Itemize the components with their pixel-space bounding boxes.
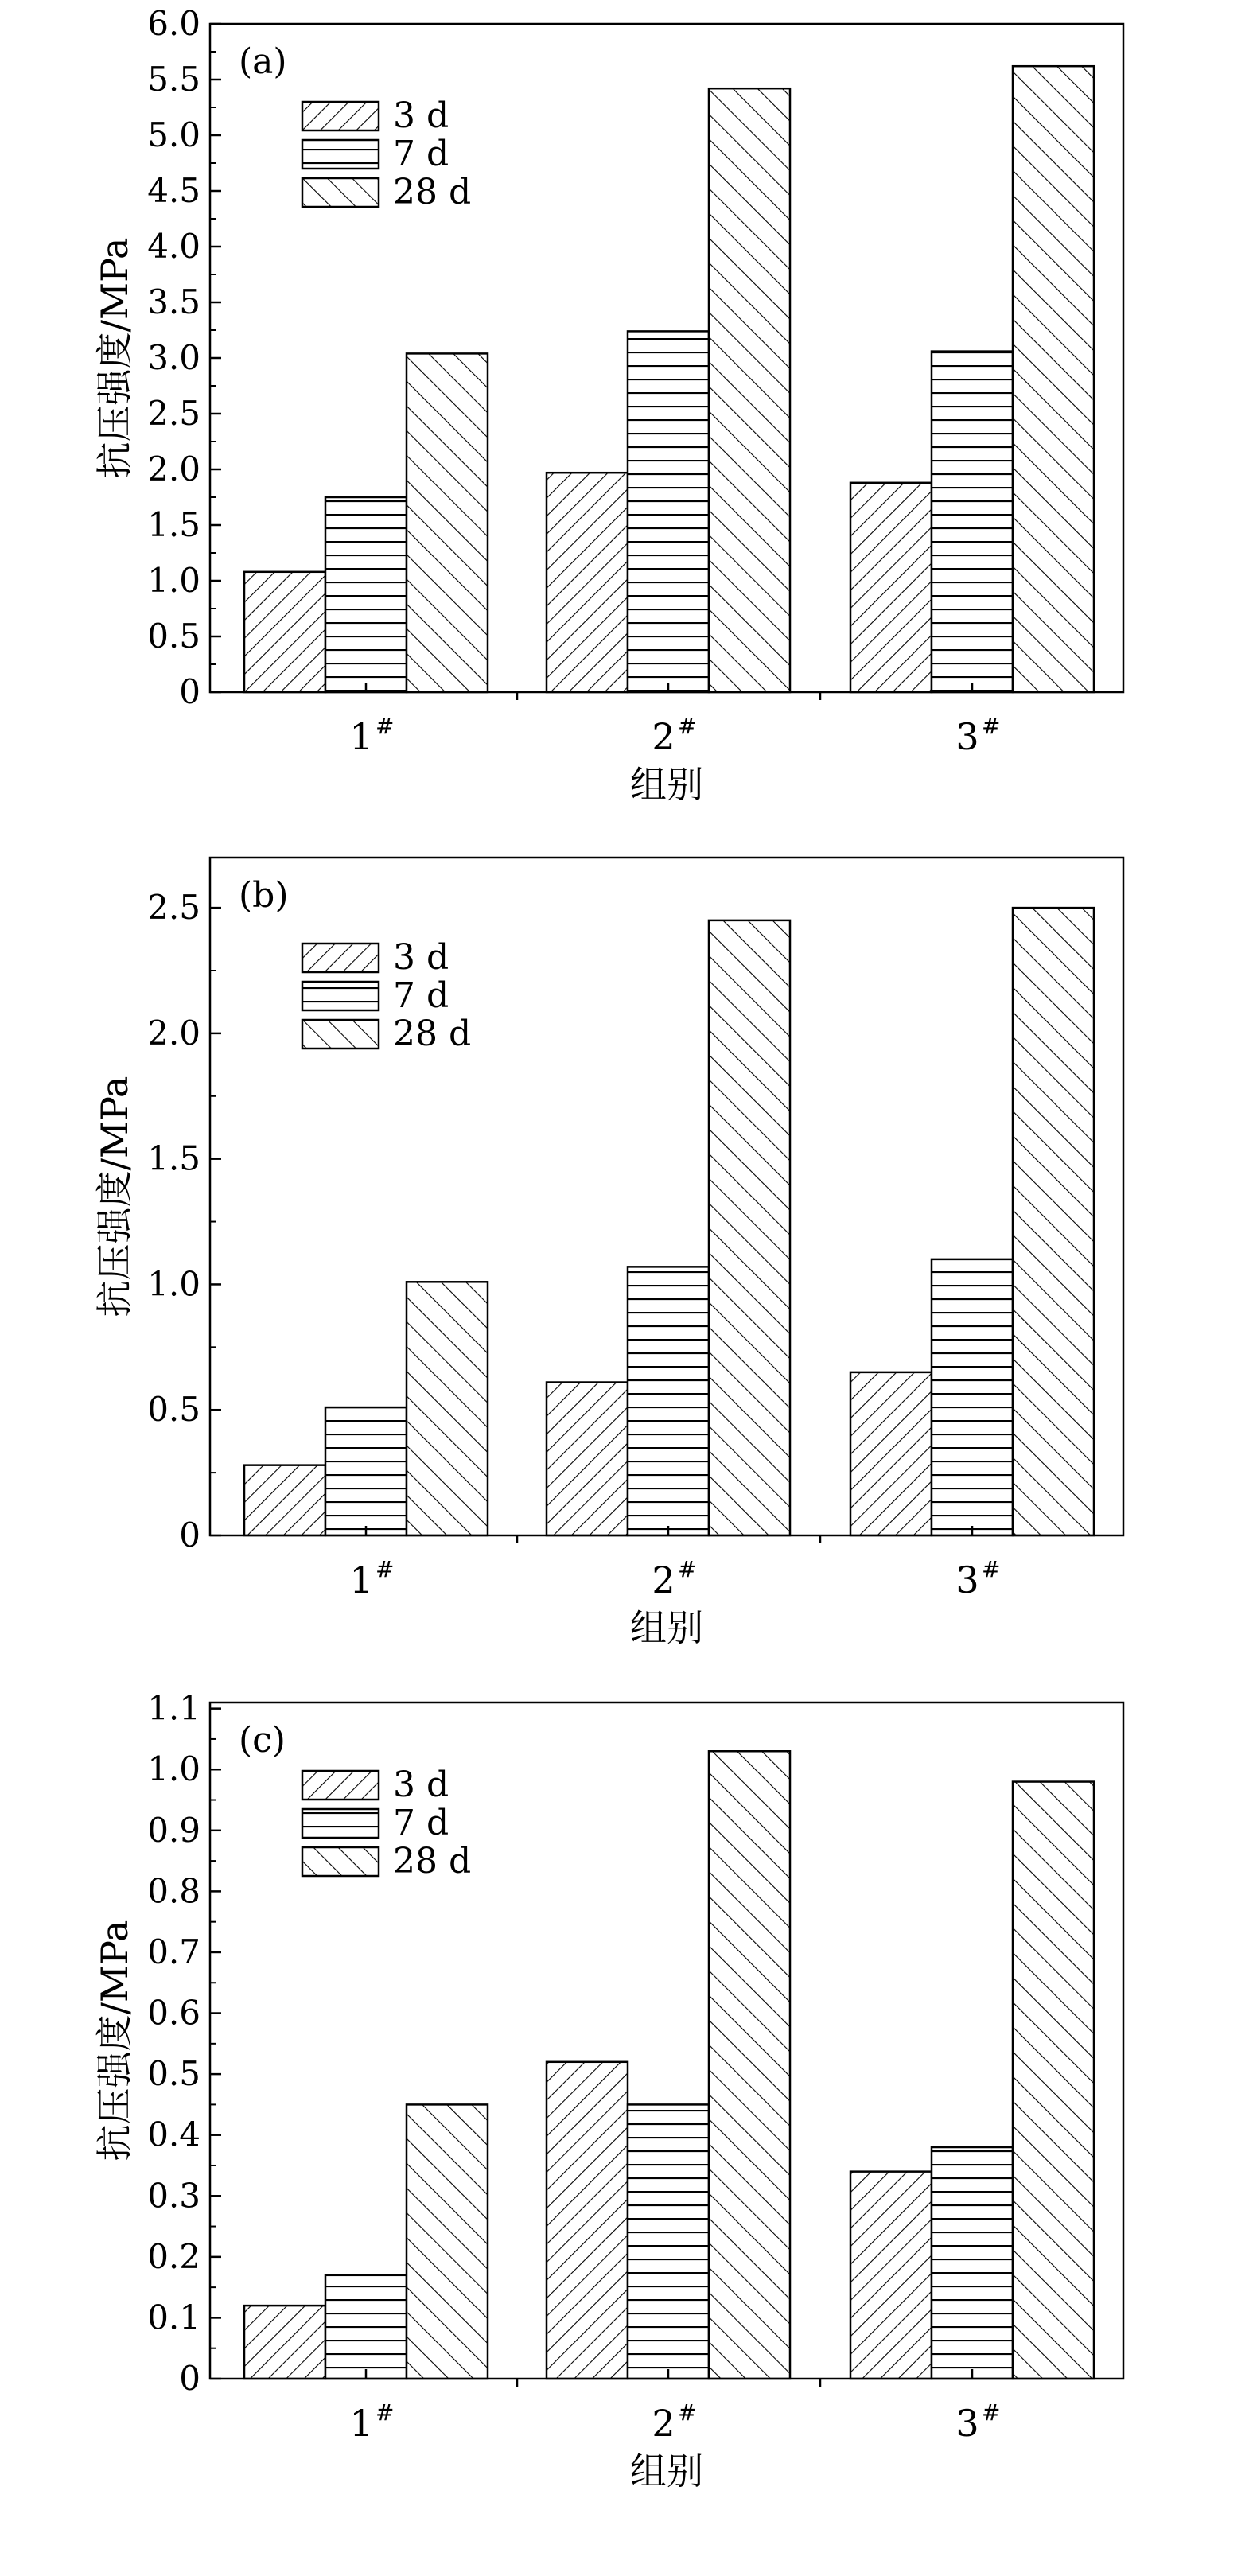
legend-swatch [302, 982, 379, 1010]
bar [628, 1267, 709, 1535]
y-tick-label: 0.5 [147, 2054, 200, 2094]
y-tick-label: 3.0 [147, 338, 200, 377]
y-tick-label: 4.5 [147, 171, 200, 210]
bar [547, 1383, 628, 1535]
y-axis-title: 抗压强度/MPa [93, 237, 136, 479]
panel-label: (c) [239, 1720, 286, 1761]
panel-label: (a) [239, 41, 287, 82]
legend-label: 3 d [393, 937, 449, 978]
legend-swatch [302, 1771, 379, 1800]
bar [407, 1282, 488, 1535]
bar [244, 2306, 325, 2379]
y-tick-label: 1.5 [147, 505, 200, 544]
y-tick-label: 0.7 [147, 1932, 200, 1971]
x-tick-marker: # [376, 2399, 395, 2426]
y-tick-label: 0.5 [147, 1390, 200, 1430]
bar [407, 353, 488, 692]
y-tick-label: 0.3 [147, 2176, 200, 2216]
bar [709, 920, 790, 1535]
legend-label: 3 d [393, 95, 449, 136]
y-tick-label: 0 [179, 1516, 200, 1555]
x-axis-title: 组别 [630, 1606, 703, 1649]
bar [244, 1465, 325, 1535]
bar [850, 2172, 932, 2379]
bar [244, 572, 325, 692]
bar [547, 2062, 628, 2379]
y-tick-label: 0.5 [147, 617, 200, 656]
legend-swatch [302, 1809, 379, 1838]
legend [302, 95, 471, 212]
y-axis-title: 抗压强度/MPa [93, 1920, 136, 2162]
chart-panel [93, 858, 1123, 1649]
legend-label: 7 d [393, 1803, 449, 1843]
legend-swatch [302, 178, 379, 207]
x-tick-marker: # [376, 713, 395, 739]
x-tick-marker: # [982, 713, 1001, 739]
chart-panel [93, 1689, 1123, 2492]
x-tick-marker: # [376, 1556, 395, 1582]
y-tick-label: 0.6 [147, 1993, 200, 2033]
legend [302, 1765, 471, 1881]
y-axis-title: 抗压强度/MPa [93, 1076, 136, 1317]
y-tick-label: 5.5 [147, 60, 200, 99]
bar [407, 2104, 488, 2379]
x-tick-label: 2 [652, 2402, 675, 2445]
legend-swatch [302, 1847, 379, 1876]
x-tick-label: 3 [955, 715, 979, 758]
x-tick-marker: # [982, 1556, 1001, 1582]
x-tick-label: 1 [349, 1558, 373, 1601]
bar [709, 88, 790, 692]
x-tick-marker: # [678, 713, 697, 739]
panel-label: (b) [239, 875, 289, 916]
y-tick-label: 1.5 [147, 1138, 200, 1178]
y-tick-label: 0.8 [147, 1871, 200, 1911]
bar [1013, 1782, 1094, 2379]
bar [932, 2147, 1013, 2379]
y-tick-label: 0.1 [147, 2298, 200, 2337]
x-axis-title: 组别 [630, 2450, 703, 2492]
x-tick-marker: # [678, 1556, 697, 1582]
y-tick-label: 1.0 [147, 561, 200, 600]
y-tick-label: 0.2 [147, 2236, 200, 2276]
y-tick-label: 0.4 [147, 2115, 200, 2154]
y-tick-label: 4.0 [147, 227, 200, 266]
x-axis-title: 组别 [630, 763, 703, 806]
y-tick-label: 2.0 [147, 1013, 200, 1053]
x-tick-label: 1 [349, 2402, 373, 2445]
bar [1013, 66, 1094, 692]
y-tick-label: 2.0 [147, 449, 200, 488]
bar [325, 2275, 407, 2379]
y-tick-label: 3.5 [147, 282, 200, 321]
legend-label: 28 d [393, 172, 472, 212]
bar [850, 483, 932, 692]
y-tick-label: 1.1 [147, 1688, 200, 1728]
bar [547, 473, 628, 692]
x-tick-label: 1 [349, 715, 373, 758]
x-tick-marker: # [678, 2399, 697, 2426]
bar [932, 352, 1013, 692]
x-tick-marker: # [982, 2399, 1001, 2426]
legend-label: 7 d [393, 975, 449, 1016]
y-tick-label: 2.5 [147, 888, 200, 928]
y-tick-label: 5.0 [147, 115, 200, 154]
bar [932, 1259, 1013, 1535]
bar [1013, 908, 1094, 1535]
x-tick-label: 2 [652, 1558, 675, 1601]
y-tick-label: 2.5 [147, 394, 200, 433]
chart-panel [93, 4, 1123, 806]
legend-swatch [302, 1020, 379, 1049]
bar [325, 497, 407, 692]
legend-label: 3 d [393, 1765, 449, 1805]
y-tick-label: 0 [179, 2359, 200, 2398]
legend-label: 28 d [393, 1014, 472, 1054]
bar [325, 1407, 407, 1535]
bar [628, 2104, 709, 2379]
y-tick-label: 0 [179, 672, 200, 711]
legend [302, 937, 471, 1054]
bar [850, 1372, 932, 1535]
y-tick-label: 0.9 [147, 1810, 200, 1850]
bar [709, 1751, 790, 2379]
legend-swatch [302, 944, 379, 972]
legend-swatch [302, 102, 379, 130]
bar [628, 331, 709, 692]
legend-label: 7 d [393, 134, 449, 174]
y-tick-label: 1.0 [147, 1749, 200, 1789]
x-tick-label: 3 [955, 1558, 979, 1601]
y-tick-label: 1.0 [147, 1264, 200, 1304]
y-tick-label: 6.0 [147, 4, 200, 43]
x-tick-label: 3 [955, 2402, 979, 2445]
x-tick-label: 2 [652, 715, 675, 758]
legend-swatch [302, 140, 379, 169]
legend-label: 28 d [393, 1841, 472, 1881]
